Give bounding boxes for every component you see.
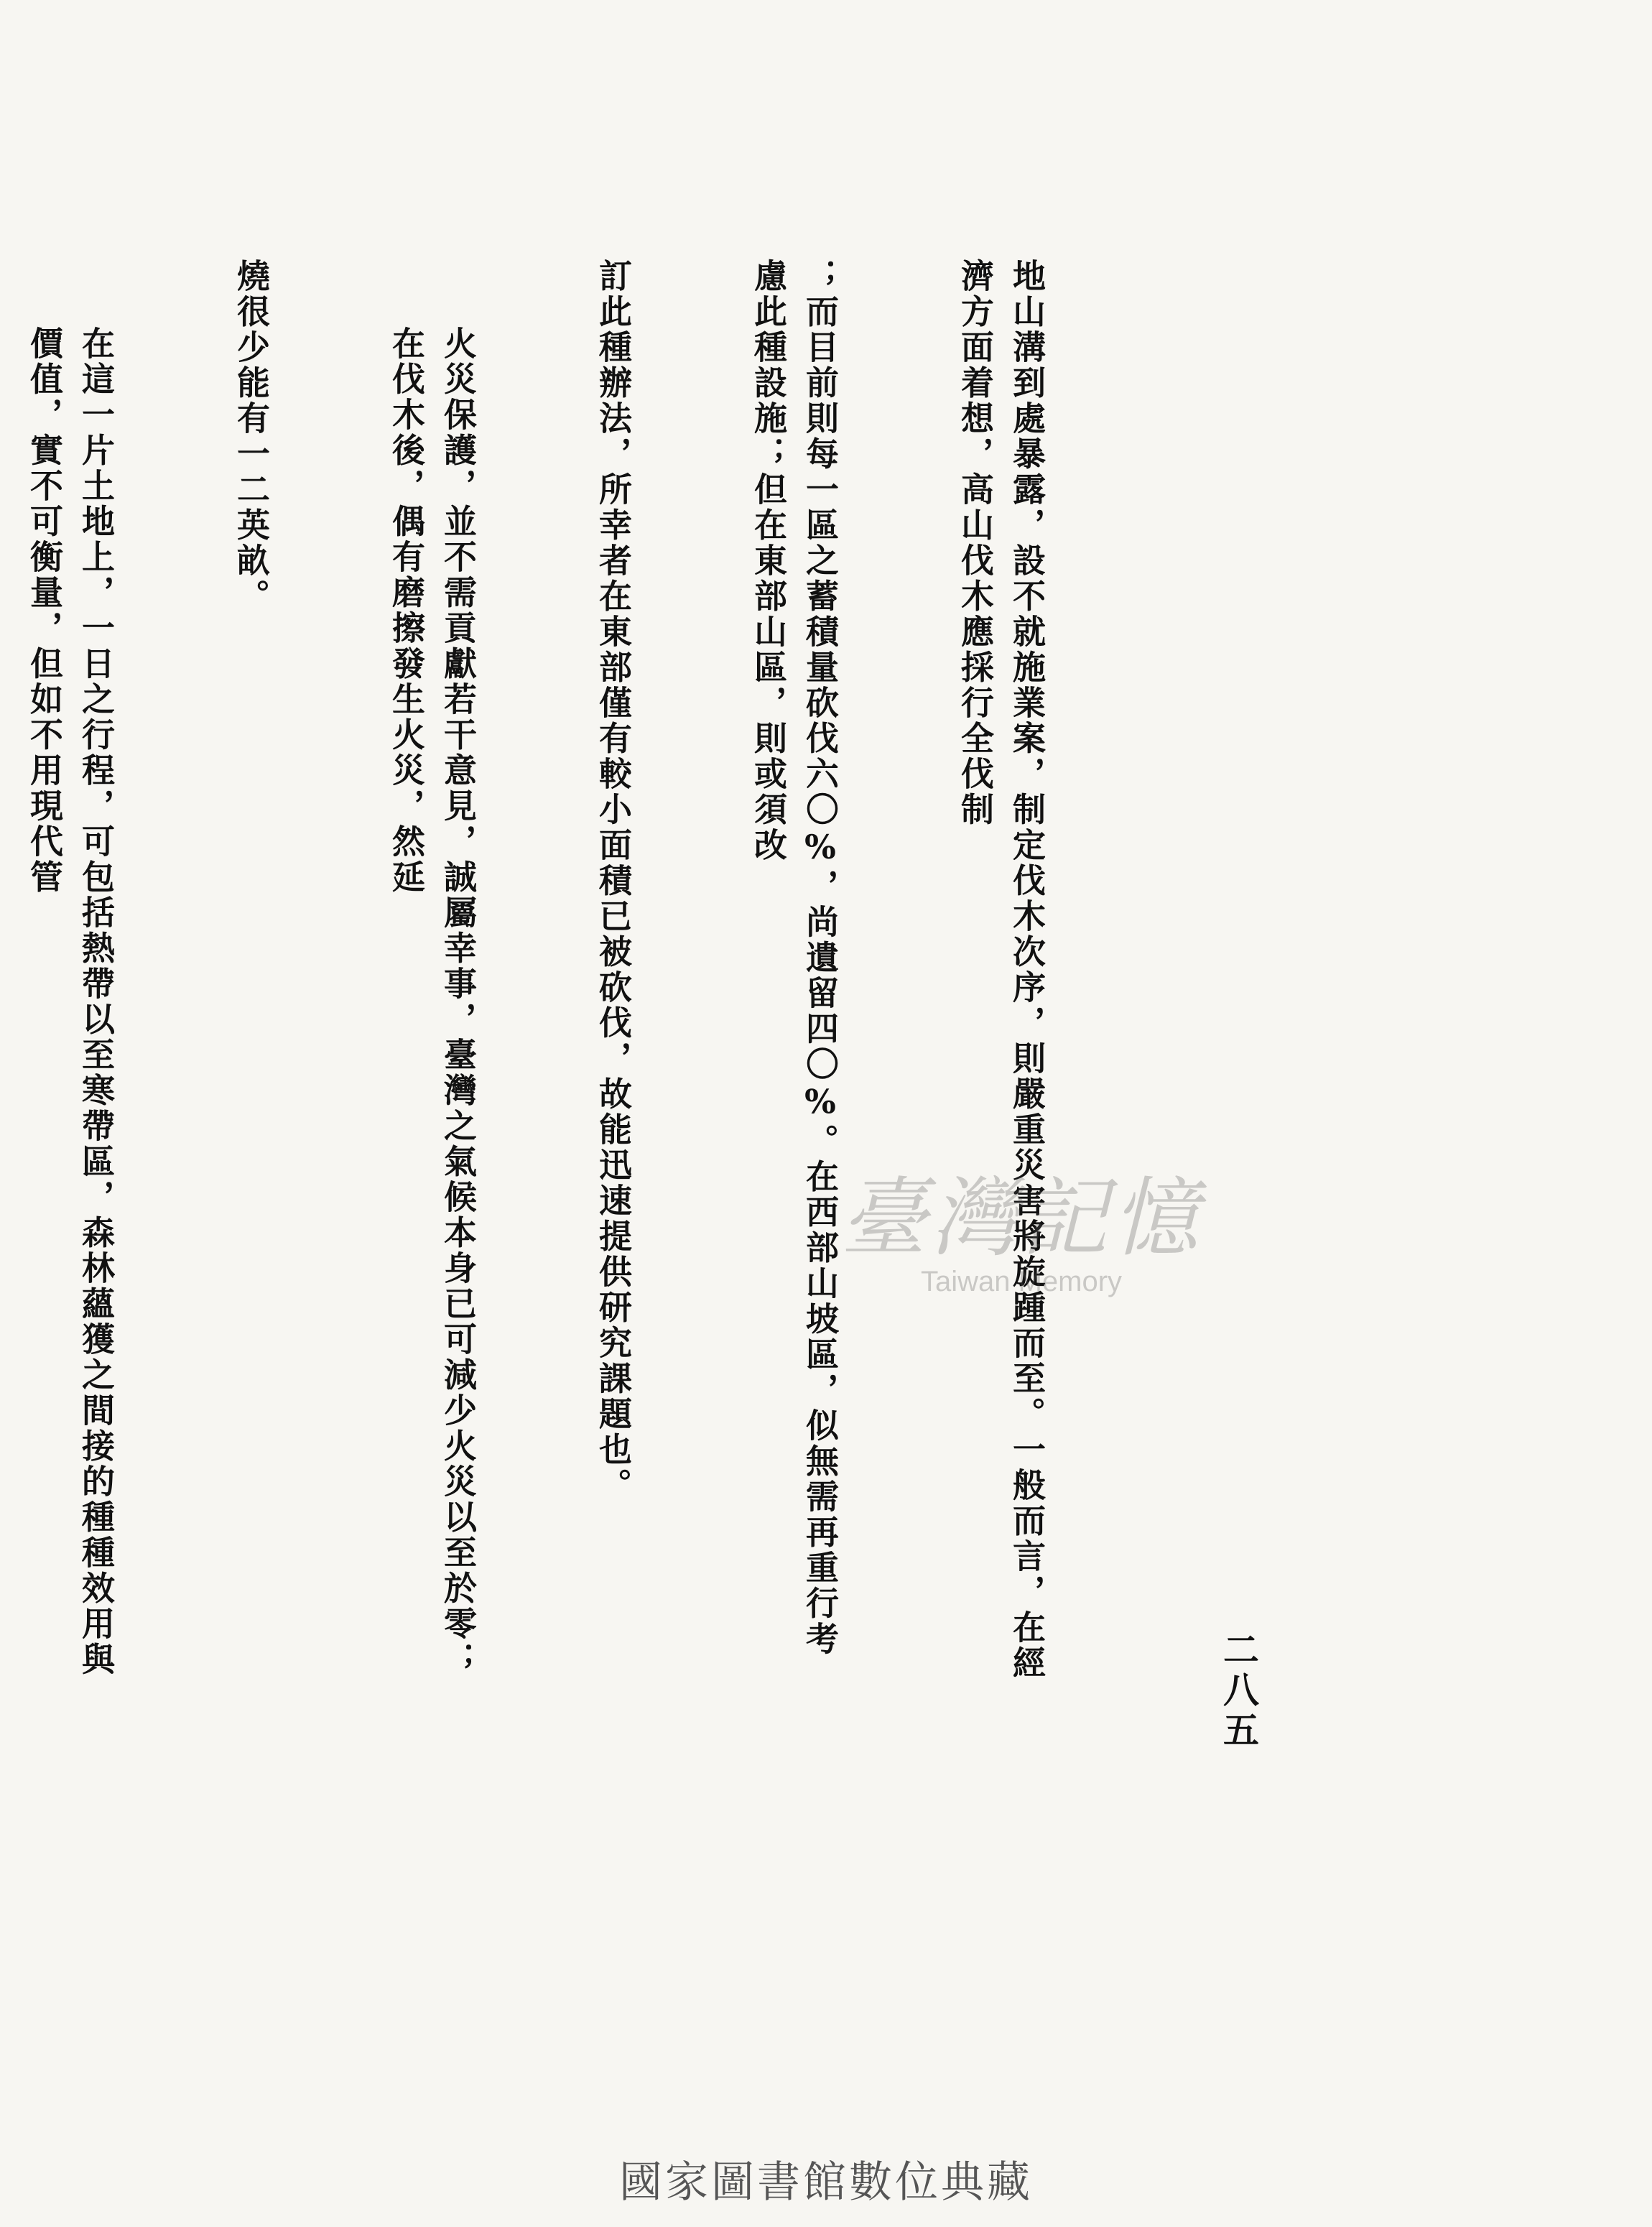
text-column: 在這一片土地上，一日之行程，可包括熱帶以至寒帶區，森林蘊獲之間接的種種效用與價值，實不可衡量，但如不用現代管 bbox=[25, 326, 116, 1677]
text-column: ；而目前則每一區之蓄積量砍伐六〇%，尚遺留四〇%。在西部山坡區，似無需再重行考慮此種設施；但在東部山區，則或須改 bbox=[749, 259, 840, 1657]
page-number: 二八五 bbox=[1217, 1631, 1260, 1751]
text-column: 地山溝到處暴露，設不就施業案，制定伐木次序，則嚴重災害將旋踵而至。一般而言，在經濟方面着想，高山伐木應採行全伐制 bbox=[956, 259, 1047, 1681]
watermark-english: Taiwan Memory bbox=[920, 1266, 1123, 1297]
text-column: 燒很少能有一二英畝。 bbox=[232, 259, 271, 614]
text-column: 火災保護，並不需貢獻若干意見，誠屬幸事，臺灣之氣候本身已可減少火災以至於零；在伐木後，偶有磨擦發生火災，然延 bbox=[387, 326, 478, 1677]
watermark-logo bbox=[840, 1149, 1202, 1298]
text-column: 訂此種辦法，所幸者在東部僅有較小面積已被砍伐，故能迅速提供研究課題也。 bbox=[594, 259, 633, 1504]
footer-caption: 國家圖書館數位典藏 bbox=[619, 2157, 1033, 2208]
watermark-chinese: 臺灣記憶 bbox=[840, 1169, 1202, 1269]
vertical-text-body bbox=[0, 259, 1156, 1681]
